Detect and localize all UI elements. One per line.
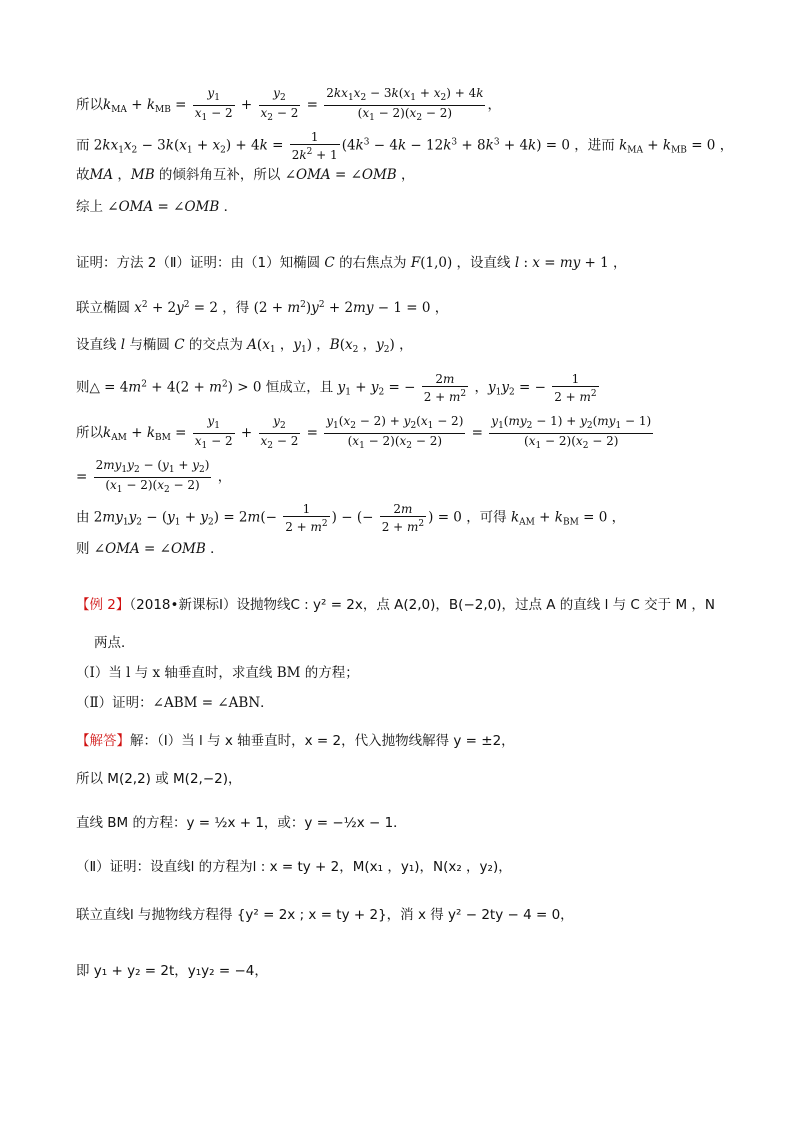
answer-line-5: 联立直线l 与抛物线方程得 {y² = 2x ; x = ty + 2}，消 x 得 y² − 2ty − 4 = 0， <box>76 907 574 923</box>
example-tag: 【例 2】 <box>76 597 130 613</box>
text-line: 故MA ，MB 的倾斜角互补，所以 ∠OMA = ∠OMB ， <box>76 167 415 183</box>
example-question-2: （Ⅱ）证明：∠ABM = ∠ABN． <box>76 695 274 711</box>
answer-line-3: 直线 BM 的方程：y = ½x + 1，或：y = −½x − 1． <box>76 815 407 831</box>
answer-line-4: （Ⅱ）证明：设直线l 的方程为l : x = ty + 2，M(x₁ ，y₁)，N(x₂ ，y₂)， <box>76 859 512 875</box>
answer-line-6: 即 y₁ + y₂ = 2t，y₁y₂ = −4， <box>76 963 268 979</box>
example-source: （2018•新课标Ⅰ） <box>129 597 237 613</box>
answer-line-2: 所以 M(2,2) 或 M(2,−2)， <box>76 771 242 787</box>
text-line: 则△ = $4m^2 + 4(2 + m^2) > 0$ 恒成立，且 $y_1 + y_2$ = − $\frac{2m}{2 + m^2}$ ，$y_1y_2$ = − $\frac{1}{2 + m^2}$ <box>76 372 597 404</box>
text-line: 所以$k_{AM} + k_{BM}$ = $\frac{y_1}{x_1 - 2}$ + $\frac{y_2}{x_2 - 2}$ = $\frac{y_1(x_2 - 2) + y_2(x_1 - 2)}{(x_1 - 2)(x_2 - 2)}$ = $\frac{y_1(my_2 - 1) + y_2(my_1 - 1)}{(x_1 - 2)(x_2 - 2)}$ <box>76 414 652 451</box>
text-line: 设直线 l 与椭圆 C 的交点为 $A(x_1$ ，$y_1$) ，$B(x_2$ ，$y_2$) ， <box>76 337 413 355</box>
answer-line-1: 【解答】解：（Ⅰ）当 l 与 x 轴垂直时，x = 2，代入抛物线解得 y = ±2， <box>76 733 515 749</box>
text-line: 联立椭圆 $x^2 + 2y^2 = 2$ ，得 $(2 + m^2)y^2 + 2my - 1 = 0$ ， <box>76 300 449 316</box>
example-stem-line-2: 两点． <box>94 635 135 651</box>
text-line: 由 $2my_1y_2 - (y_1 + y_2) = 2m(-$ $\frac{1}{2 + m^2}$ ) − (− $\frac{2m}{2 + m^2}$ ) = 0 ，可得 $k_{AM} + k_{BM} = 0$ ， <box>76 502 626 534</box>
text-line: 则 ∠OMA = ∠OMB ． <box>76 541 224 557</box>
example-stem-line-1: 设抛物线C : y² = 2x，点 A(2,0)，B(−2,0)，过点 A 的直线 l 与 C 交于 M ，N <box>236 597 715 613</box>
example-question-1: （Ⅰ）当 l 与 x 轴垂直时，求直线 BM 的方程； <box>76 665 359 681</box>
text-line: = $\frac{2my_1y_2 - (y_1 + y_2)}{(x_1 - 2)(x_2 - 2)}$ ， <box>76 458 232 495</box>
text-line: 证明：方法 2（Ⅱ）证明：由（1）知椭圆 C 的右焦点为 F(1,0) ，设直线 l : x = my + 1 ， <box>76 255 627 271</box>
text-line: 而 $2kx_1x_2 - 3k(x_1 + x_2) + 4k$ = $\frac{1}{2k^2 + 1}$ $(4k^3 - 4k - 12k^3 + 8k^3 + 4k) = 0$ ，进而 $k_{MA} + k_{MB} = 0$ ， <box>76 130 734 162</box>
text-line: 综上 ∠OMA = ∠OMB ． <box>76 199 238 215</box>
text-line: 所以$k_{MA} + k_{MB}$ = $\frac{y_1}{x_1 - 2}$ + $\frac{y_2}{x_2 - 2}$ = $\frac{2kx_1x_2 - 3k(x_1 + x_2) + 4k}{(x_1 - 2)(x_2 - 2)}$ ， <box>76 86 501 123</box>
example-stem <box>76 596 715 614</box>
answer-tag: 【解答】 <box>76 733 130 749</box>
